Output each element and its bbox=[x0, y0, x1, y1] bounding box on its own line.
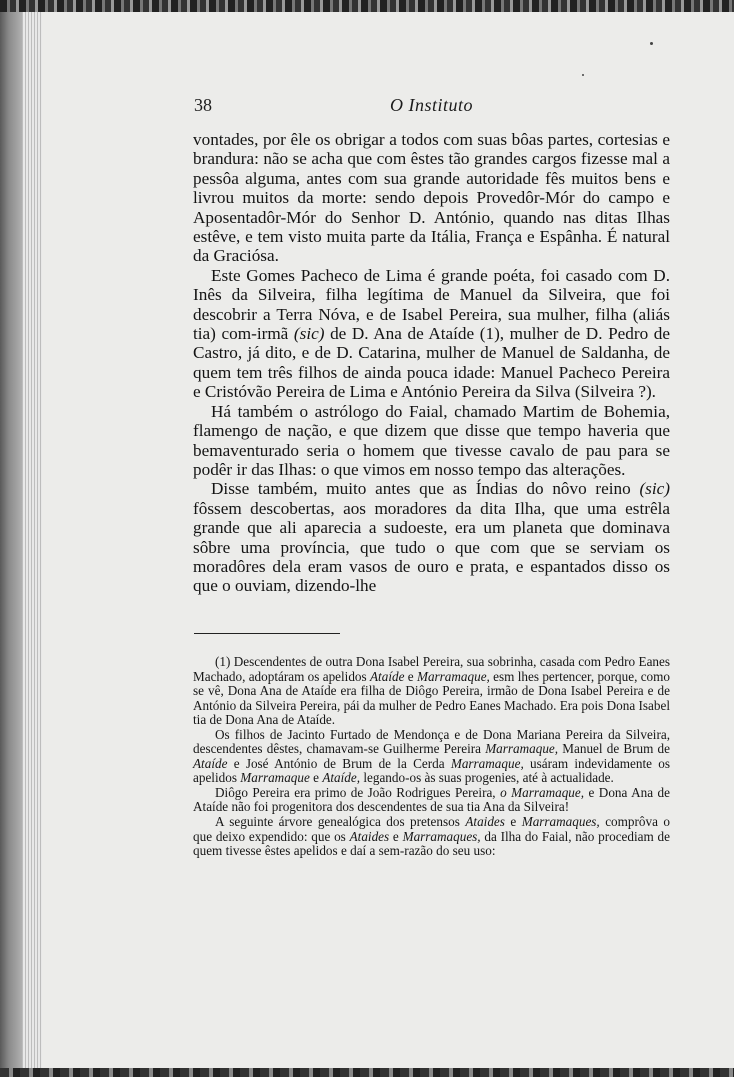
body-paragraph: Disse também, muito antes que as Índias do nôvo reino (sic) fôssem descobertas, aos moradores da dita Ilha, que uma estrêla grande que ali aparecia a sudoeste, era um planeta que dominava sôbre uma província, que tudo o que com que se serviam os moradôres dela eram vasos de ouro e prata, e espantados disso os que o ouviam, dizendo-lhe bbox=[193, 479, 670, 596]
running-header bbox=[194, 95, 669, 119]
footnote-paragraph: (1) Descendentes de outra Dona Isabel Pereira, sua sobrinha, casada com Pedro Eanes Machado, adoptáram os apelidos Ataíde e Marramaque, esm lhes pertencer, porque, como se vê, Dona Ana de Ataíde era filha de Diôgo Pereira, irmão de Dona Isabel Pereira e de António da Silveira Pereira, pái da mulher de Pedro Eanes Machado. Era pois Dona Isabel tia de Dona Ana de Ataíde. bbox=[193, 654, 670, 728]
body-paragraph: Este Gomes Pacheco de Lima é grande poéta, foi casado com D. Inês da Silveira, filha legítima de Manuel da Silveira, que foi descobrir a Terra Nóva, e de Isabel Pereira, sua mulher, filha (aliás tia) com-irmã (sic) de D. Ana de Ataíde (1), mulher de D. Pedro de Castro, já dito, e de D. Catarina, mulher de Manuel de Saldanha, de quem tem três filhos de ainda pouca idade: Manuel Pacheco Pereira e Cristóvão Pereira de Lima e António Pereira da Silva (Silveira ?). bbox=[193, 265, 671, 402]
page-stack-edges bbox=[22, 12, 42, 1068]
speck-mark bbox=[582, 74, 584, 76]
footnotes bbox=[193, 655, 670, 859]
footnote-paragraph: Os filhos de Jacinto Furtado de Mendonça e de Dona Mariana Pereira da Silveira, descendentes dêstes, chamavam-se Guilherme Pereira Marramaque, Manuel de Brum de Ataíde e José António de Brum de la Cerda Marramaque, usáram indevidamente os apelidos Marramaque e Ataíde, legando-os às suas progenies, até à actualidade. bbox=[193, 726, 670, 786]
body-text bbox=[193, 130, 670, 596]
page-number: 38 bbox=[194, 95, 212, 115]
scan-bottom-edge bbox=[0, 1068, 734, 1077]
journal-title: O Instituto bbox=[389, 95, 473, 115]
scan-top-edge bbox=[0, 0, 734, 12]
book-spine-shadow bbox=[0, 12, 22, 1068]
footnote-paragraph: A seguinte árvore genealógica dos pretensos Ataides e Marramaques, comprôva o que deixo expendido: que os Ataides e Marramaques, da Ilha do Faial, não procediam de quem tivesse êstes apelidos e daí a sem-razão do seu uso: bbox=[193, 814, 670, 859]
body-paragraph: vontades, por êle os obrigar a todos com suas bôas partes, cortesias e brandura: não se acha que com êstes tão grandes cargos fizesse mal a pessôa alguma, antes com sua grande autoridade fês muitos bens e livrou muitos da morte: sendo depois Provedôr-Mór do campo e Aposentadôr-Mór do Senhor D. António, quando nas ditas Ilhas estêve, e tem visto muita parte da Itália, França e Espânha. É natural da Graciósa. bbox=[193, 130, 670, 266]
footnote-separator bbox=[194, 633, 340, 634]
footnote-paragraph: Diôgo Pereira era primo de João Rodrigues Pereira, o Marramaque, e Dona Ana de Ataíde não foi progenitora dos descendentes de sua tia Ana da Silveira! bbox=[193, 784, 670, 815]
speck-mark bbox=[650, 42, 653, 45]
body-paragraph: Há também o astrólogo do Faial, chamado Martim de Bohemia, flamengo de nação, e que dizem que disse que tempo haveria que bemaventurado seria o homem que tivesse cavalo de pau para se podêr ir das Ilhas: o que vimos em nosso tempo das alterações. bbox=[193, 401, 670, 479]
